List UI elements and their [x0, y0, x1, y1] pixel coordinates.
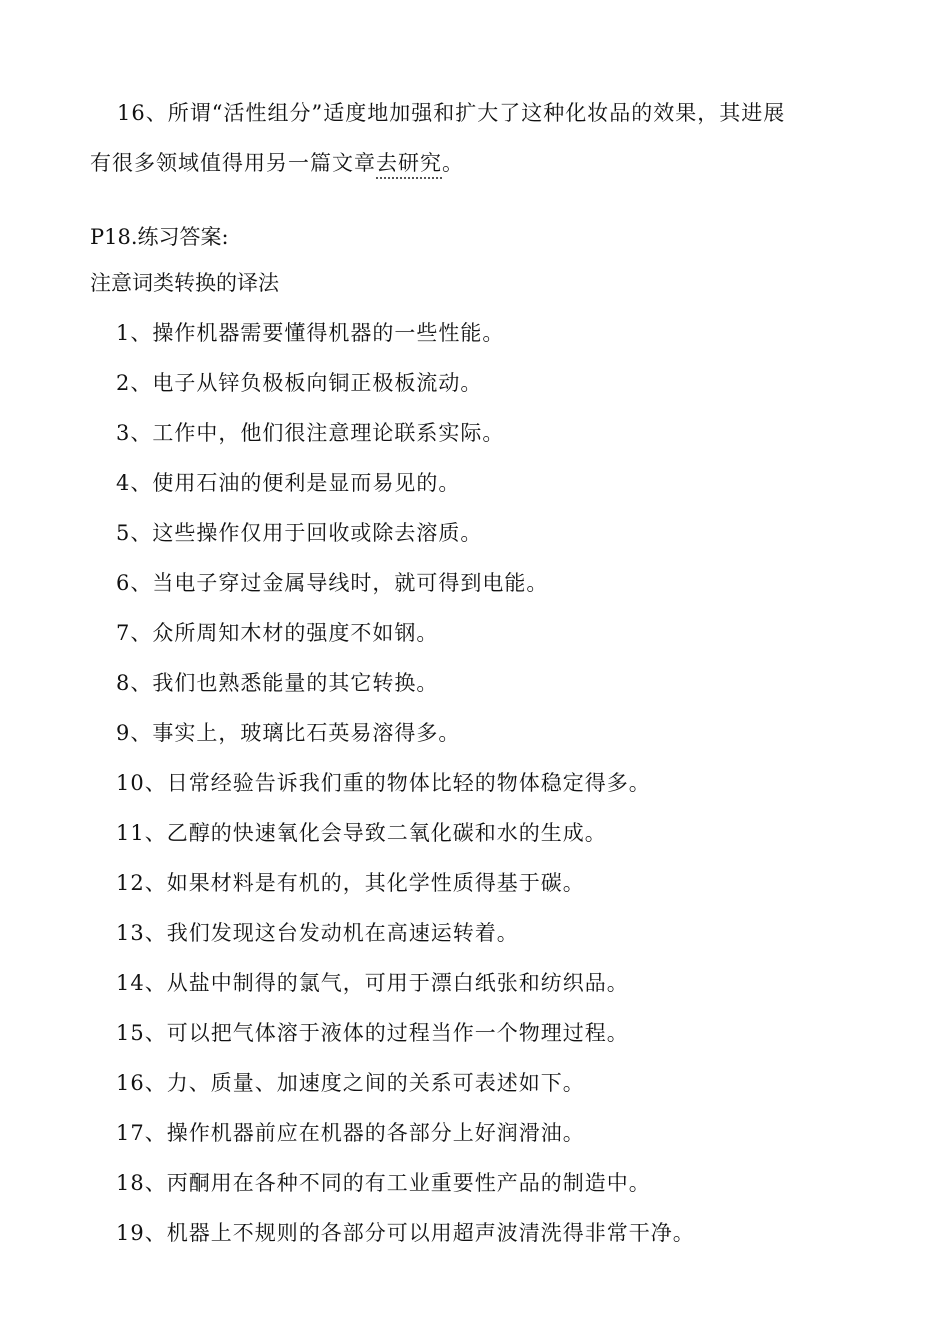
- answer-item: 11、乙醇的快速氧化会导致二氧化碳和水的生成。: [116, 821, 607, 845]
- section-heading: P18.练习答案:: [90, 225, 229, 249]
- answer-item: 14、从盐中制得的氯气，可用于漂白纸张和纺织品。: [116, 971, 629, 995]
- answer-item: 19、机器上不规则的各部分可以用超声波清洗得非常干净。: [116, 1221, 695, 1245]
- item-16-line-1: 16、所谓“活性组分”适度地加强和扩大了这种化妆品的效果，其进展: [117, 101, 786, 125]
- item-16-line-2-end: 。: [442, 151, 464, 175]
- answer-item: 12、如果材料是有机的，其化学性质得基于碳。: [116, 871, 585, 895]
- answer-item: 4、使用石油的便利是显而易见的。: [116, 471, 461, 495]
- item-16-line-2: [90, 138, 870, 188]
- answer-item: 17、操作机器前应在机器的各部分上好润滑油。: [116, 1121, 585, 1145]
- answer-item: 3、工作中，他们很注意理论联系实际。: [116, 421, 505, 445]
- answer-item: 16、力、质量、加速度之间的关系可表述如下。: [116, 1071, 585, 1095]
- item-16-line-2-text: 有很多领域值得用另一篇文章: [90, 151, 376, 175]
- answer-list: [116, 316, 695, 1266]
- answer-item: 5、这些操作仅用于回收或除去溶质。: [116, 521, 483, 545]
- dotted-underlined-text: 去研究: [376, 151, 442, 179]
- answer-item: 7、众所周知木材的强度不如钢。: [116, 621, 439, 645]
- answer-item: 13、我们发现这台发动机在高速运转着。: [116, 921, 519, 945]
- item-16-paragraph: [90, 88, 870, 188]
- answer-item: 9、事实上，玻璃比石英易溶得多。: [116, 721, 461, 745]
- answer-item: 15、可以把气体溶于液体的过程当作一个物理过程。: [116, 1021, 629, 1045]
- answer-item: 1、操作机器需要懂得机器的一些性能。: [116, 321, 505, 345]
- section-subheading: 注意词类转换的译法: [90, 271, 279, 295]
- answer-item: 2、电子从锌负极板向铜正极板流动。: [116, 371, 483, 395]
- answer-item: 10、日常经验告诉我们重的物体比轻的物体稳定得多。: [116, 771, 651, 795]
- answer-item: 6、当电子穿过金属导线时，就可得到电能。: [116, 571, 549, 595]
- answer-item: 8、我们也熟悉能量的其它转换。: [116, 671, 439, 695]
- answer-item: 18、丙酮用在各种不同的有工业重要性产品的制造中。: [116, 1171, 651, 1195]
